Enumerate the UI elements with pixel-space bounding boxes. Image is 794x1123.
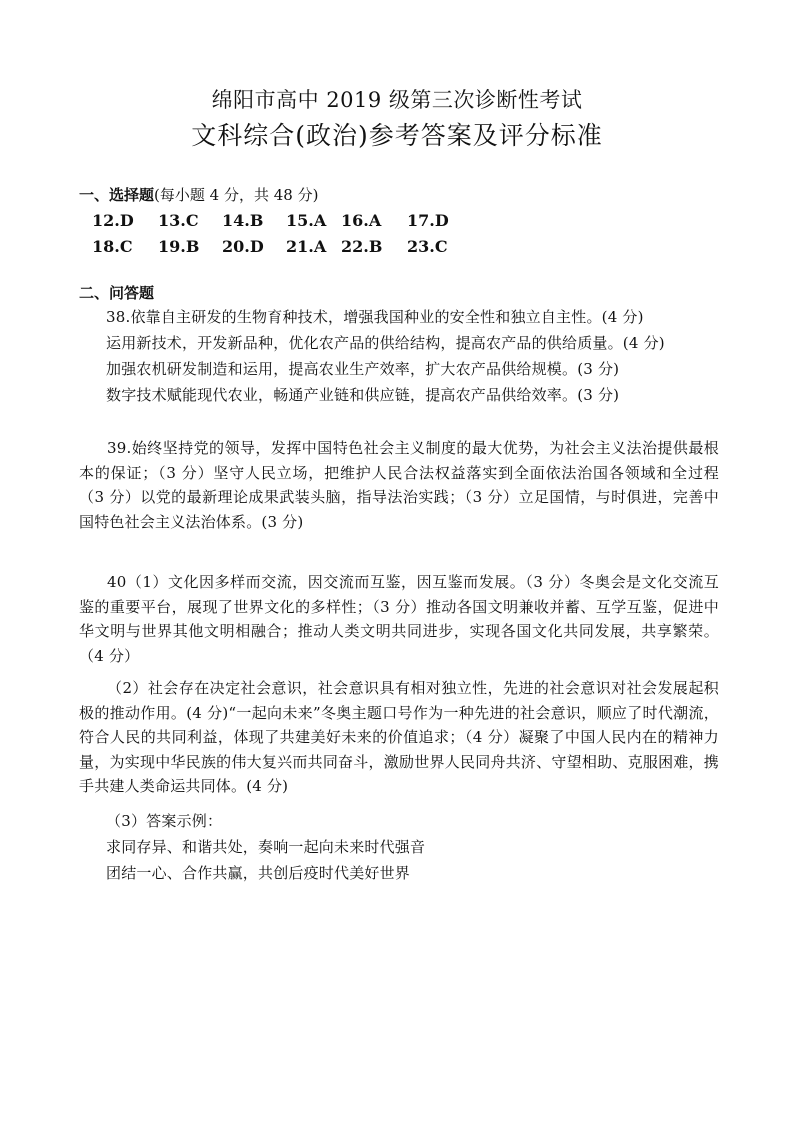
answer-item: 19.B bbox=[158, 237, 200, 256]
q38-point-1: 38.依靠自主研发的生物育种技术，增强我国种业的安全性和独立自主性。(4 分) bbox=[106, 308, 644, 326]
q38-point-3: 加强农机研发制造和运用，提高农业生产效率，扩大农产品供给规模。(3 分) bbox=[106, 360, 620, 378]
q40-part3-example-1: 求同存异、和谐共处，奏响一起向未来时代强音 bbox=[106, 838, 426, 856]
section-note: (每小题 4 分，共 48 分) bbox=[154, 186, 319, 204]
answer-item: 12.D bbox=[92, 211, 134, 230]
answer-item: 15.A bbox=[286, 211, 327, 230]
q40-part3-label: （3）答案示例： bbox=[106, 812, 223, 830]
answer-item: 14.B bbox=[222, 211, 264, 230]
section-short-answer-heading bbox=[79, 282, 154, 303]
answer-item: 18.C bbox=[92, 237, 133, 256]
answer-item: 13.C bbox=[158, 211, 199, 230]
section-label: 二、问答题 bbox=[79, 284, 155, 302]
answer-item: 23.C bbox=[407, 237, 448, 256]
q39-answer: 39.始终坚持党的领导，发挥中国特色社会主义制度的最大优势，为社会主义法治提供最根本的保证；（3 分）坚守人民立场，把维护人民合法权益落实到全面依法治国各领域和全过程 （3 分）以党的最新理论成果武装头脑，指导法治实践；（3 分）立足国情，与时俱进，完善中国特色社会主义法治体系。(3 分) bbox=[79, 439, 719, 531]
answer-key-title: 文科综合(政治)参考答案及评分标准 bbox=[191, 121, 603, 150]
exam-title: 绵阳市高中 2019 级第三次诊断性考试 bbox=[211, 88, 583, 112]
q40-part3-example-2: 团结一心、合作共赢，共创后疫时代美好世界 bbox=[106, 864, 411, 882]
answer-item: 21.A bbox=[286, 237, 327, 256]
section-multiple-choice-heading bbox=[79, 184, 318, 205]
q40-part2-answer: （2）社会存在决定社会意识，社会意识具有相对独立性，先进的社会意识对社会发展起积极的推动作用。(4 分)“一起向未来”冬奥主题口号作为一种先进的社会意识，顺应了时代潮流，符合人民的共同利益，体现了共建美好未来的价值追求；（4 分）凝聚了中国人民内在的精神力量，为实现中华民族的伟大复兴而共同奋斗，激励世界人民同舟共济、守望相助、克服困难，携手共建人类命运共同体。(4 分) bbox=[79, 679, 719, 795]
answer-item: 20.D bbox=[222, 237, 264, 256]
answer-item: 22.B bbox=[341, 237, 383, 256]
answer-item: 16.A bbox=[341, 211, 382, 230]
answer-item: 17.D bbox=[407, 211, 449, 230]
section-label: 一、选择题 bbox=[79, 186, 155, 204]
q40-part1-answer: 40（1）文化因多样而交流，因交流而互鉴，因互鉴而发展。（3 分）冬奥会是文化交流互鉴的重要平台，展现了世界文化的多样性；（3 分）推动各国文明兼收并蓄、互学互鉴，促进中华文明与世界其他文明相融合；推动人类文明共同进步，实现各国文化共同发展，共享繁荣。（4 分） bbox=[79, 573, 719, 665]
q38-point-4: 数字技术赋能现代农业，畅通产业链和供应链，提高农产品供给效率。(3 分) bbox=[106, 386, 620, 404]
q38-point-2: 运用新技术，开发新品种，优化农产品的供给结构，提高农产品的供给质量。(4 分) bbox=[106, 334, 665, 352]
